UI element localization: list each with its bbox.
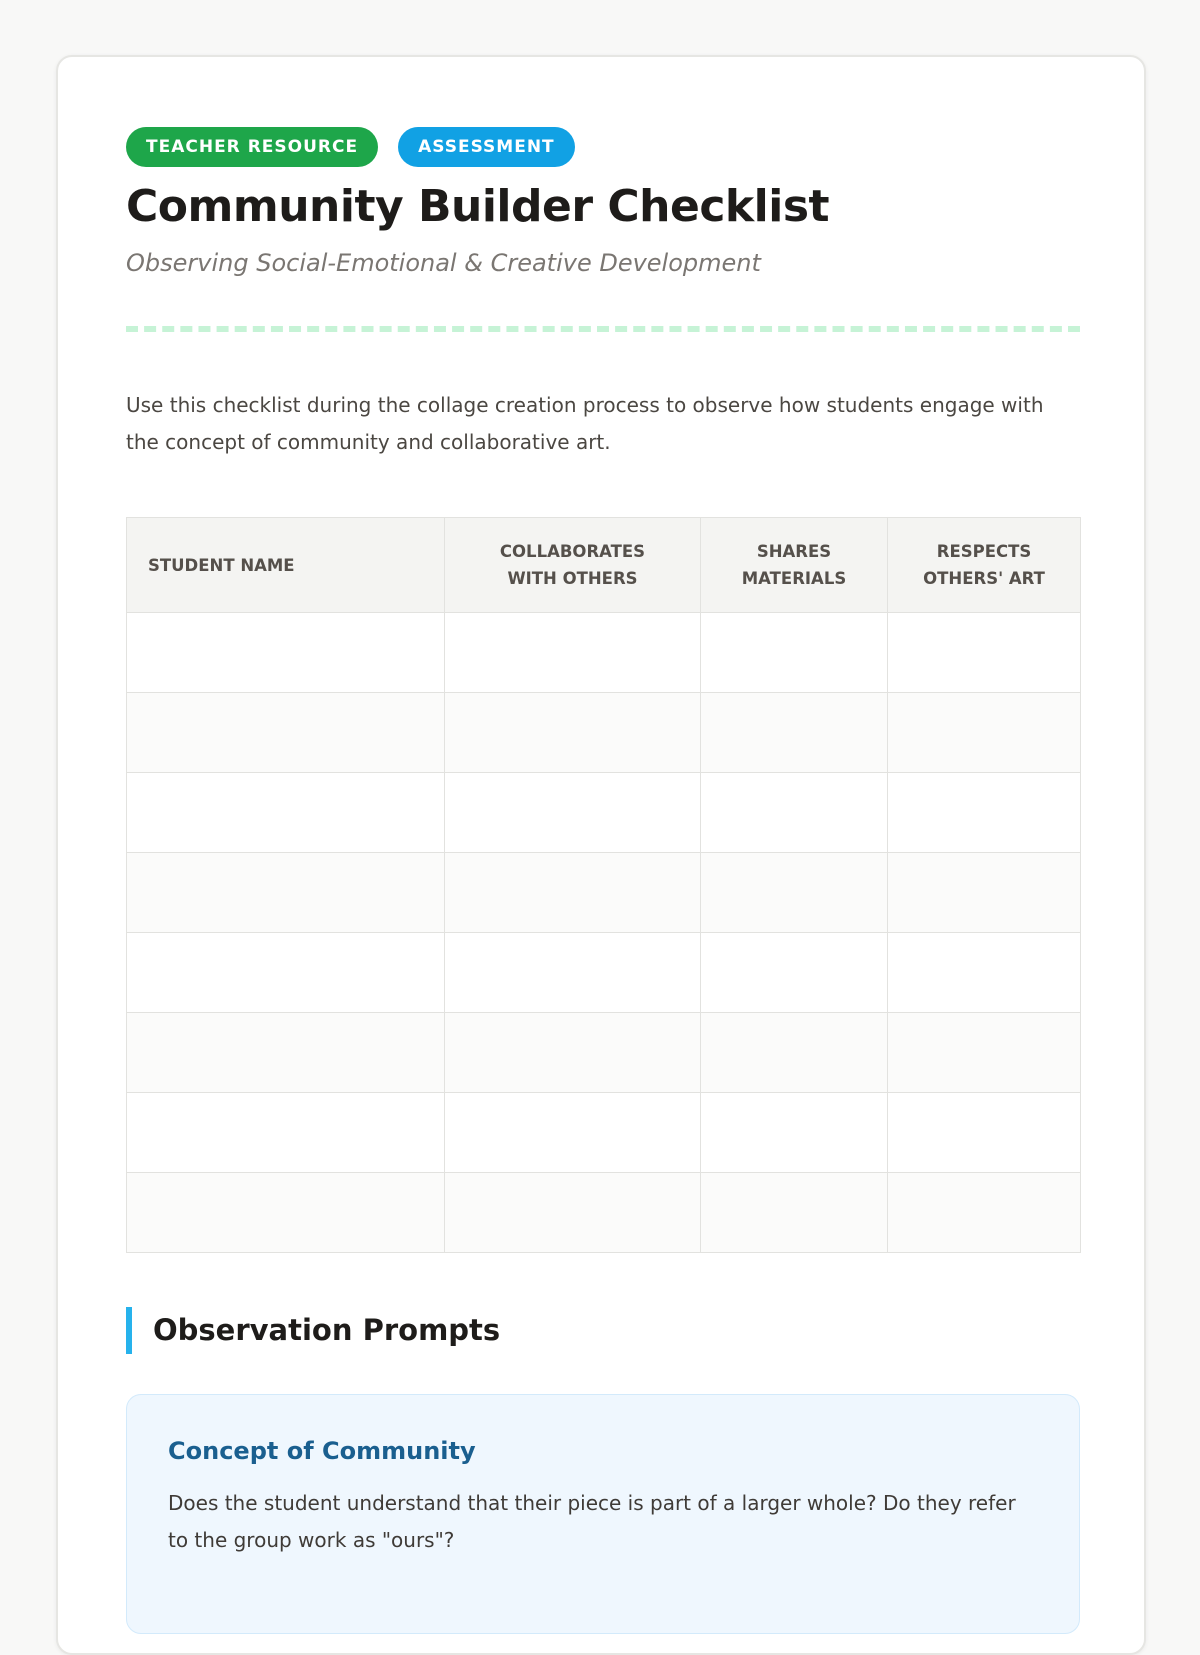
- prompt-card: [126, 1394, 1080, 1634]
- shares-materials-cell[interactable]: [701, 1093, 888, 1173]
- respects-art-cell[interactable]: [888, 1093, 1081, 1173]
- header-respects-label: RESPECTS OTHERS' ART: [923, 542, 1045, 588]
- prompt-title: Concept of Community: [168, 1437, 476, 1465]
- table-row: [127, 1013, 1081, 1093]
- page-subtitle: Observing Social-Emotional & Creative Development: [126, 249, 761, 277]
- shares-materials-cell[interactable]: [701, 693, 888, 773]
- collaborates-cell[interactable]: [445, 1013, 701, 1093]
- student-name-cell[interactable]: [127, 1173, 445, 1253]
- student-name-cell[interactable]: [127, 853, 445, 933]
- shares-materials-cell[interactable]: [701, 853, 888, 933]
- collaborates-cell[interactable]: [445, 613, 701, 693]
- dashed-divider: [126, 326, 1080, 332]
- respects-art-cell[interactable]: [888, 933, 1081, 1013]
- page-title: Community Builder Checklist: [126, 181, 830, 232]
- respects-art-cell[interactable]: [888, 613, 1081, 693]
- student-name-cell[interactable]: [127, 693, 445, 773]
- table-row: [127, 773, 1081, 853]
- collaborates-cell[interactable]: [445, 1093, 701, 1173]
- teacher-resource-tag: TEACHER RESOURCE: [126, 127, 378, 167]
- tag-row: [126, 127, 575, 167]
- table-row: [127, 853, 1081, 933]
- respects-art-cell[interactable]: [888, 1013, 1081, 1093]
- table-row: [127, 933, 1081, 1013]
- assessment-tag: ASSESSMENT: [398, 127, 575, 167]
- student-name-cell[interactable]: [127, 1013, 445, 1093]
- shares-materials-cell[interactable]: [701, 1173, 888, 1253]
- checklist-card: [56, 55, 1146, 1655]
- table-row: [127, 613, 1081, 693]
- table-row: [127, 1173, 1081, 1253]
- header-shares-materials: [701, 518, 888, 613]
- header-collaborates: [445, 518, 701, 613]
- respects-art-cell[interactable]: [888, 693, 1081, 773]
- observation-prompts-heading: Observation Prompts: [126, 1307, 500, 1354]
- table-row: [127, 693, 1081, 773]
- student-name-cell[interactable]: [127, 1093, 445, 1173]
- header-shares-label: SHARES MATERIALS: [741, 542, 847, 588]
- collaborates-cell[interactable]: [445, 693, 701, 773]
- respects-art-cell[interactable]: [888, 773, 1081, 853]
- table-body: [127, 613, 1081, 1253]
- shares-materials-cell[interactable]: [701, 933, 888, 1013]
- shares-materials-cell[interactable]: [701, 773, 888, 853]
- student-name-cell[interactable]: [127, 613, 445, 693]
- intro-text: Use this checklist during the collage creation process to observe how students engage with the concept of community and collaborative art.: [126, 393, 1044, 454]
- table-row: [127, 1093, 1081, 1173]
- collaborates-cell[interactable]: [445, 853, 701, 933]
- shares-materials-cell[interactable]: [701, 1013, 888, 1093]
- shares-materials-cell[interactable]: [701, 613, 888, 693]
- respects-art-cell[interactable]: [888, 1173, 1081, 1253]
- student-name-cell[interactable]: [127, 773, 445, 853]
- header-collaborates-label: COLLABORATES WITH OTHERS: [499, 542, 646, 588]
- collaborates-cell[interactable]: [445, 1173, 701, 1253]
- header-student-name: STUDENT NAME: [127, 518, 445, 613]
- prompt-text: Does the student understand that their piece is part of a larger whole? Do they refer to the group work as "ours"?: [168, 1491, 1016, 1552]
- collaborates-cell[interactable]: [445, 933, 701, 1013]
- table-header-row: [127, 518, 1081, 613]
- student-name-cell[interactable]: [127, 933, 445, 1013]
- header-respects-art: [888, 518, 1081, 613]
- checklist-table: [126, 517, 1081, 1253]
- collaborates-cell[interactable]: [445, 773, 701, 853]
- respects-art-cell[interactable]: [888, 853, 1081, 933]
